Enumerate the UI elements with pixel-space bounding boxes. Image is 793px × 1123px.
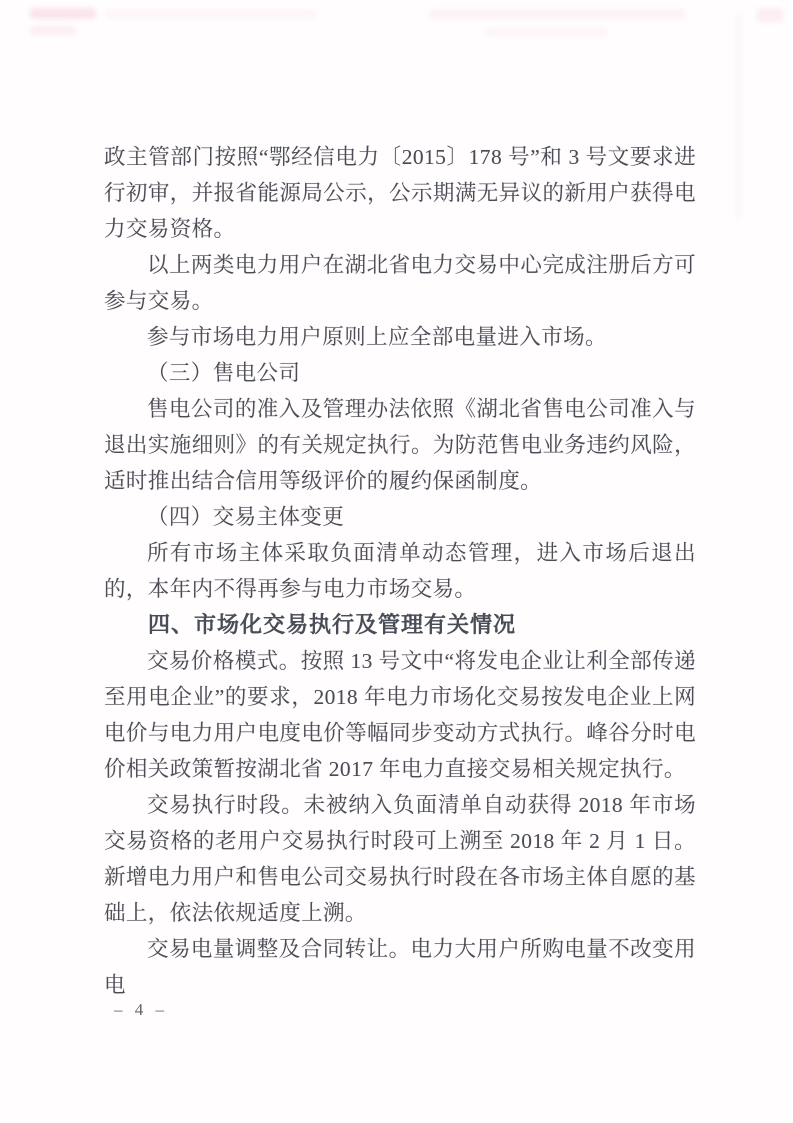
scan-smudge [30,8,96,19]
paragraph: 所有市场主体采取负面清单动态管理，进入市场后退出的，本年内不得再参与电力市场交易。 [104,541,696,601]
section-subheading: （四）交易主体变更 [147,505,345,529]
paragraph: 售电公司的准入及管理办法依照《湖北省售电公司准入与退出实施细则》的有关规定执行。为防范售电业务违约风险，适时推出结合信用等级评价的履约保函制度。 [104,397,696,493]
paragraph: 交易价格模式。按照 13 号文中“将发电企业让利全部传递至用电企业”的要求，2018 年电力市场化交易按发电企业上网电价与电力用户电度电价等幅同步变动方式执行。峰谷分时电价相关政策暂按湖北省 2017 年电力直接交易相关规定执行。 [104,649,696,781]
scan-smudge [737,14,740,219]
page-number: – 4 – [114,1000,168,1019]
paragraph-truncated: 交易电量调整及合同转让。电力大用户所购电量不改变用电 [104,937,696,997]
paragraph-continuation: 政主管部门按照“鄂经信电力〔2015〕178 号”和 3 号文要求进行初审，并报省能源局公示，公示期满无异议的新用户获得电力交易资格。 [104,145,696,241]
scan-smudge [30,26,76,35]
paragraph: 参与市场电力用户原则上应全部电量进入市场。 [147,325,607,349]
scan-smudge [430,9,685,19]
paragraph: 以上两类电力用户在湖北省电力交易中心完成注册后方可参与交易。 [104,253,696,313]
scan-smudge [757,8,783,22]
section-heading: 四、市场化交易执行及管理有关情况 [148,612,517,637]
scan-smudge [105,10,315,18]
document-body [104,139,696,1003]
paragraph: 交易执行时段。未被纳入负面清单自动获得 2018 年市场交易资格的老用户交易执行时段可上溯至 2018 年 2 月 1 日。新增电力用户和售电公司交易执行时段在各市场主体自愿的基础上，依法依规适度上溯。 [104,793,696,925]
scan-smudge [487,28,607,36]
section-subheading: （三）售电公司 [147,361,301,385]
